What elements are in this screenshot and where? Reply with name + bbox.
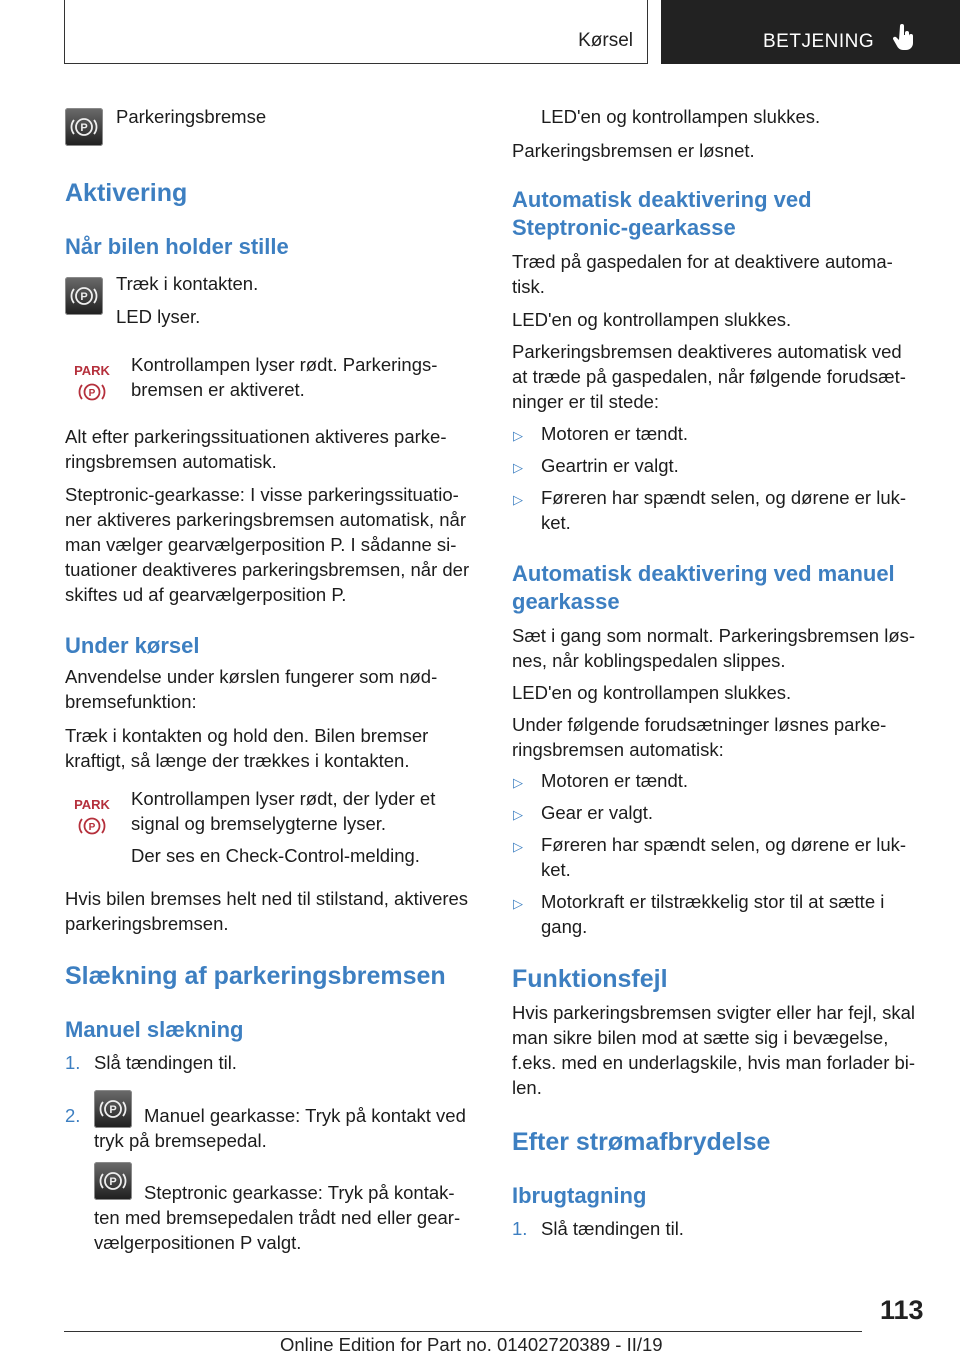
park-label: PARK bbox=[74, 797, 110, 812]
bullet-icon: ▷ bbox=[513, 775, 523, 790]
heading-aktivering: Aktivering bbox=[65, 179, 188, 207]
footer-edition: Online Edition for Part no. 01402720389 - II/19 bbox=[280, 1334, 663, 1355]
park-warning-icon bbox=[71, 362, 113, 406]
step-1-number: 1. bbox=[65, 1052, 81, 1073]
heading-under-korsel: Under kørsel bbox=[65, 633, 200, 658]
park-note-1-line-2: bremsen er aktiveret. bbox=[131, 379, 305, 400]
pointing-hand-icon bbox=[893, 24, 915, 58]
text-under-line-2: ringsbremsen automatisk: bbox=[512, 739, 724, 760]
bullet-icon: ▷ bbox=[513, 807, 523, 822]
text-steptronic-line-5: skiftes ud af gearvælgerposition P. bbox=[65, 584, 347, 605]
heading-efter-stromafbrydelse: Efter strømafbrydelse bbox=[512, 1128, 771, 1156]
text-fejl-line-1: Hvis parkeringsbremsen svigter eller har fejl, skal bbox=[512, 1002, 916, 1023]
park-label: PARK bbox=[74, 363, 110, 378]
text-fejl-line-4: len. bbox=[512, 1077, 542, 1098]
text-traek-line-1: Træk i kontakten og hold den. Bilen bremser bbox=[65, 725, 429, 746]
right-led-2: LED'en og kontrollampen slukkes. bbox=[512, 309, 792, 330]
right-losnet: Parkeringsbremsen er løsnet. bbox=[512, 140, 755, 161]
right-led-1: LED'en og kontrollampen slukkes. bbox=[541, 106, 821, 127]
text-deakt-line-2: at træde på gaspedalen, når følgende forudsæt- bbox=[512, 366, 906, 387]
list-item-continued: gang. bbox=[541, 916, 588, 937]
header-section-title: Kørsel bbox=[578, 30, 633, 51]
list-item-continued: ket. bbox=[541, 512, 571, 533]
heading-auto-manuel-line-1: Automatisk deaktivering ved manuel bbox=[512, 561, 895, 586]
park-note-1-line-1: Kontrollampen lyser rødt. Parkerings- bbox=[131, 354, 438, 375]
step-2b-line-3: vælgerpositionen P valgt. bbox=[94, 1232, 302, 1253]
text-hvis-line-1: Hvis bilen bremses helt ned til stilstand, aktiveres bbox=[65, 888, 469, 909]
heading-funktionsfejl: Funktionsfejl bbox=[512, 965, 668, 993]
text-traek-line-2: kraftigt, så længe der trækkes i kontakten. bbox=[65, 750, 410, 771]
ibrug-step-number: 1. bbox=[512, 1218, 528, 1239]
header-chapter-box bbox=[661, 0, 960, 64]
list-item: Føreren har spændt selen, og dørene er luk- bbox=[541, 834, 907, 855]
heading-holder-stille: Når bilen holder stille bbox=[65, 234, 289, 259]
svg-text:P: P bbox=[88, 388, 96, 399]
bullet-icon: ▷ bbox=[513, 428, 523, 443]
heading-auto-steptronic-line-1: Automatisk deaktivering ved bbox=[512, 187, 812, 212]
list-item-continued: ket. bbox=[541, 859, 571, 880]
parking-brake-button-icon bbox=[65, 108, 103, 146]
text-deakt-line-3: ninger er til stede: bbox=[512, 391, 660, 412]
text-fejl-line-3: f.eks. med en underlagskile, hvis man forlader bi- bbox=[512, 1052, 916, 1073]
text-steptronic-line-2: ner aktiveres parkeringsbremsen automatisk, når bbox=[65, 509, 467, 530]
text-saet-line-1: Sæt i gang som normalt. Parkeringsbremsen løs- bbox=[512, 625, 916, 646]
ibrug-step-text: Slå tændingen til. bbox=[541, 1218, 684, 1239]
header-chapter-title: BETJENING bbox=[763, 31, 875, 52]
page-number: 113 bbox=[880, 1295, 924, 1325]
park-note-2-line-3: Der ses en Check-Control-melding. bbox=[131, 845, 420, 866]
step-2b-line-2: ten med bremsepedalen trådt ned eller gear- bbox=[94, 1207, 461, 1228]
step-2-number: 2. bbox=[65, 1105, 81, 1126]
park-note-2-line-2: signal og bremselygterne lyser. bbox=[131, 813, 387, 834]
heading-slaekning: Slækning af parkeringsbremsen bbox=[65, 962, 446, 990]
list-item: Gear er valgt. bbox=[541, 802, 654, 823]
right-led-3: LED'en og kontrollampen slukkes. bbox=[512, 682, 792, 703]
heading-manuel-slaekning: Manuel slækning bbox=[65, 1017, 244, 1042]
park-warning-icon bbox=[71, 796, 113, 840]
step-2b-line-1: Steptronic gearkasse: Tryk på kontak- bbox=[144, 1182, 455, 1203]
svg-text:P: P bbox=[80, 122, 88, 134]
bullet-icon: ▷ bbox=[513, 896, 523, 911]
text-saet-line-2: nes, når koblingspedalen slippes. bbox=[512, 650, 786, 671]
svg-text:P: P bbox=[109, 1176, 117, 1188]
text-traed-line-2: tisk. bbox=[512, 276, 545, 297]
icon-caption: Parkeringsbremse bbox=[116, 106, 267, 127]
list-item: Motoren er tændt. bbox=[541, 770, 689, 791]
parking-brake-button-icon bbox=[94, 1090, 132, 1128]
text-hvis-line-2: parkeringsbremsen. bbox=[65, 913, 229, 934]
list-item: Motoren er tændt. bbox=[541, 423, 689, 444]
text-steptronic-line-4: tuationer deaktiveres parkeringsbremsen, når der bbox=[65, 559, 470, 580]
svg-text:P: P bbox=[80, 291, 88, 303]
svg-text:P: P bbox=[109, 1104, 117, 1116]
bullet-icon: ▷ bbox=[513, 492, 523, 507]
parking-brake-button-icon bbox=[94, 1162, 132, 1200]
bullet-icon: ▷ bbox=[513, 839, 523, 854]
list-item: Motorkraft er tilstrækkelig stor til at sætte i bbox=[541, 891, 885, 912]
text-traed-line-1: Træd på gaspedalen for at deaktivere automa- bbox=[512, 251, 893, 272]
parking-brake-button-icon bbox=[65, 277, 103, 315]
list-item: Geartrin er valgt. bbox=[541, 455, 679, 476]
text-steptronic-line-1: Steptronic-gearkasse: I visse parkeringssituatio- bbox=[65, 484, 459, 505]
text-under-line-1: Under følgende forudsætninger løsnes parke- bbox=[512, 714, 887, 735]
step-1-text: Slå tændingen til. bbox=[94, 1052, 237, 1073]
step-2-line-1: Manuel gearkasse: Tryk på kontakt ved bbox=[144, 1105, 466, 1126]
bullet-icon: ▷ bbox=[513, 460, 523, 475]
park-note-2-line-1: Kontrollampen lyser rødt, der lyder et bbox=[131, 788, 436, 809]
svg-text:P: P bbox=[88, 822, 96, 833]
text-alt-line-2: ringsbremsen automatisk. bbox=[65, 451, 277, 472]
heading-auto-steptronic-line-2: Steptronic-gearkasse bbox=[512, 215, 736, 240]
text-deakt-line-1: Parkeringsbremsen deaktiveres automatisk ved bbox=[512, 341, 902, 362]
header-section-box bbox=[64, 0, 648, 64]
text-anvendelse-line-2: bremsefunktion: bbox=[65, 691, 197, 712]
text-anvendelse-line-1: Anvendelse under kørslen fungerer som nød- bbox=[65, 666, 438, 687]
heading-auto-manuel-line-2: gearkasse bbox=[512, 589, 620, 614]
text-alt-line-1: Alt efter parkeringssituationen aktiveres parke- bbox=[65, 426, 447, 447]
list-item: Føreren har spændt selen, og dørene er luk- bbox=[541, 487, 907, 508]
text-fejl-line-2: man sikre bilen mod at sætte sig i bevægelse, bbox=[512, 1027, 889, 1048]
text-steptronic-line-3: man vælger gearvælgerposition P. I sådanne si- bbox=[65, 534, 457, 555]
heading-ibrugtagning: Ibrugtagning bbox=[512, 1183, 647, 1208]
step-2-line-2: tryk på bremsepedal. bbox=[94, 1130, 267, 1151]
holder-step-2: LED lyser. bbox=[116, 306, 201, 327]
holder-step-1: Træk i kontakten. bbox=[116, 273, 259, 294]
